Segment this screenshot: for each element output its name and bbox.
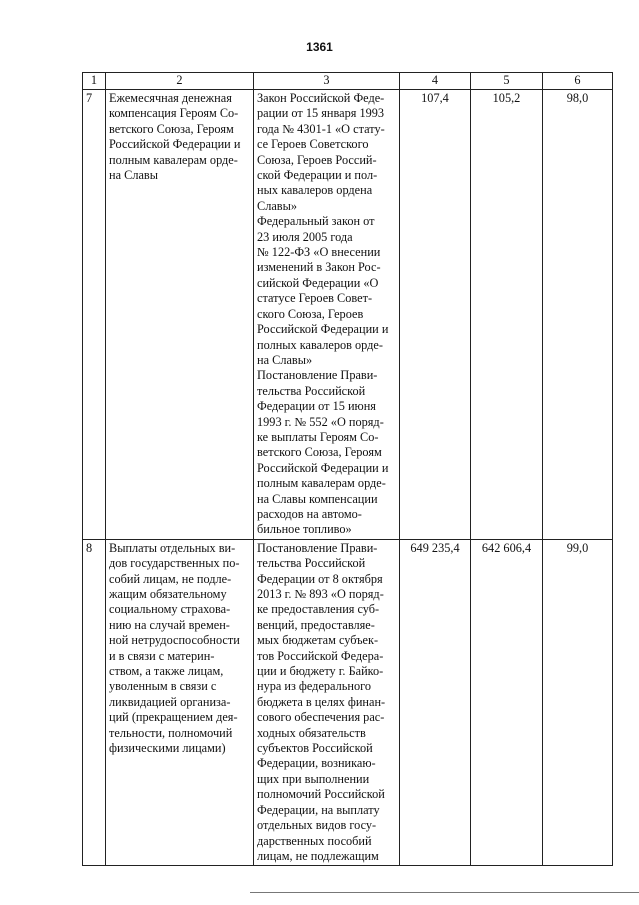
table-row [83, 90, 613, 540]
text-line: тов Российской Федера- [257, 648, 384, 663]
text-line: на Славы компенсации [257, 491, 378, 506]
text-line: нию на случай времен- [109, 617, 230, 632]
text-line: Российской Федерации и [257, 460, 389, 475]
text-line: социальному страхова- [109, 602, 231, 617]
text-line: тельства Российской [257, 556, 366, 571]
text-line: Постановление Прави- [257, 368, 378, 383]
text-line: нура из федерального [257, 679, 371, 694]
text-line: и в связи с материн- [109, 648, 215, 663]
row-number: 8 [83, 539, 106, 866]
text-line: лицам, не подлежащим [257, 848, 379, 863]
text-line: полным кавалерам орде- [109, 152, 238, 167]
text-line: собий лицам, не подле- [109, 571, 232, 586]
value-col-4: 107,4 [400, 90, 471, 540]
value-col-5: 105,2 [471, 90, 543, 540]
text-line: ветского Союза, Героям [257, 445, 382, 460]
text-line: Федерации, возникаю- [257, 756, 376, 771]
header-col-1: 1 [83, 73, 106, 90]
text-line: ной нетрудоспособности [109, 633, 240, 648]
legal-basis [254, 539, 400, 866]
text-line: субъектов Российской [257, 741, 373, 756]
text-line: отдельных видов госу- [257, 818, 377, 833]
text-line: венций, предоставляе- [257, 617, 375, 632]
text-line: тельности, полномочий [109, 725, 233, 740]
text-line: ций (прекращением дея- [109, 710, 238, 725]
text-line: Федерации, на выплату [257, 802, 380, 817]
value-col-6: 98,0 [543, 90, 613, 540]
text-line: жащим обязательному [109, 587, 227, 601]
text-line: ветского Союза, Героям [109, 121, 234, 136]
text-line: Федерации от 15 июня [257, 399, 376, 414]
text-line: ке предоставления суб- [257, 602, 380, 617]
text-line: Закон Российской Феде- [257, 91, 385, 105]
text-line: дарственных пособий [257, 833, 372, 848]
text-line: ством, а также лицам, [109, 664, 224, 679]
header-col-6: 6 [543, 73, 613, 90]
value-col-5: 642 606,4 [471, 539, 543, 866]
text-line: сового обеспечения рас- [257, 710, 385, 725]
table-row [83, 539, 613, 866]
text-line: Постановление Прави- [257, 540, 378, 555]
text-line: Российской Федерации и [257, 322, 389, 337]
text-line: уволенным в связи с [109, 679, 217, 694]
text-line: на Славы» [257, 352, 313, 367]
header-col-2: 2 [106, 73, 254, 90]
text-line: полным кавалерам орде- [257, 476, 386, 491]
text-line: сийской Федерации «О [257, 275, 379, 290]
text-line: расходов на автомо- [257, 506, 362, 521]
text-line: 1993 г. № 552 «О поряд- [257, 414, 384, 429]
text-line: полных кавалеров орде- [257, 337, 383, 352]
text-line: се Героев Советского [257, 137, 369, 152]
text-line: ского Союза, Героев [257, 306, 364, 321]
bottom-rule [250, 892, 639, 893]
text-line: Выплаты отдельных ви- [109, 540, 236, 555]
text-line: Славы» [257, 198, 298, 213]
text-line: полномочий Российской [257, 787, 385, 802]
text-line: ке выплаты Героям Со- [257, 429, 379, 444]
text-line: тельства Российской [257, 383, 366, 398]
text-line: 2013 г. № 893 «О поряд- [257, 587, 384, 601]
text-line: изменений в Закон Рос- [257, 260, 381, 275]
payment-description [106, 539, 254, 866]
text-line: рации от 15 января 1993 [257, 106, 385, 121]
value-col-4: 649 235,4 [400, 539, 471, 866]
text-line: дов государственных по- [109, 556, 240, 571]
table-body [83, 90, 613, 866]
text-line: года № 4301-1 «О стату- [257, 121, 385, 136]
text-line: мых бюджетам субъек- [257, 633, 379, 648]
text-line: компенсация Героям Со- [109, 106, 239, 121]
legal-basis [254, 90, 400, 540]
row-number: 7 [83, 90, 106, 540]
text-line: ных кавалеров ордена [257, 183, 373, 198]
text-line: ской Федерации и пол- [257, 168, 378, 183]
text-line: ликвидацией организа- [109, 694, 231, 709]
data-table [82, 72, 613, 866]
text-line: статусе Героев Совет- [257, 291, 373, 306]
text-line: Ежемесячная денежная [109, 91, 232, 105]
text-line: физическими лицами) [109, 741, 226, 756]
table-header-row [83, 73, 613, 90]
text-line: ции и бюджету г. Байко- [257, 664, 384, 679]
text-line: 23 июля 2005 года [257, 229, 353, 244]
header-col-5: 5 [471, 73, 543, 90]
header-col-4: 4 [400, 73, 471, 90]
page-number: 1361 [306, 40, 333, 54]
text-line: бюджета в целях финан- [257, 694, 386, 709]
header-col-3: 3 [254, 73, 400, 90]
text-line: Российской Федерации и [109, 137, 241, 152]
text-line: ходных обязательств [257, 725, 366, 740]
text-line: Федеральный закон от [257, 214, 375, 229]
text-line: щих при выполнении [257, 771, 370, 786]
text-line: на Славы [109, 168, 158, 183]
text-line: Федерации от 8 октября [257, 571, 383, 586]
text-line: № 122-ФЗ «О внесении [257, 245, 381, 260]
text-line: Союза, Героев Россий- [257, 152, 377, 167]
payment-description [106, 90, 254, 540]
value-col-6: 99,0 [543, 539, 613, 866]
text-line: бильное топливо» [257, 522, 352, 537]
